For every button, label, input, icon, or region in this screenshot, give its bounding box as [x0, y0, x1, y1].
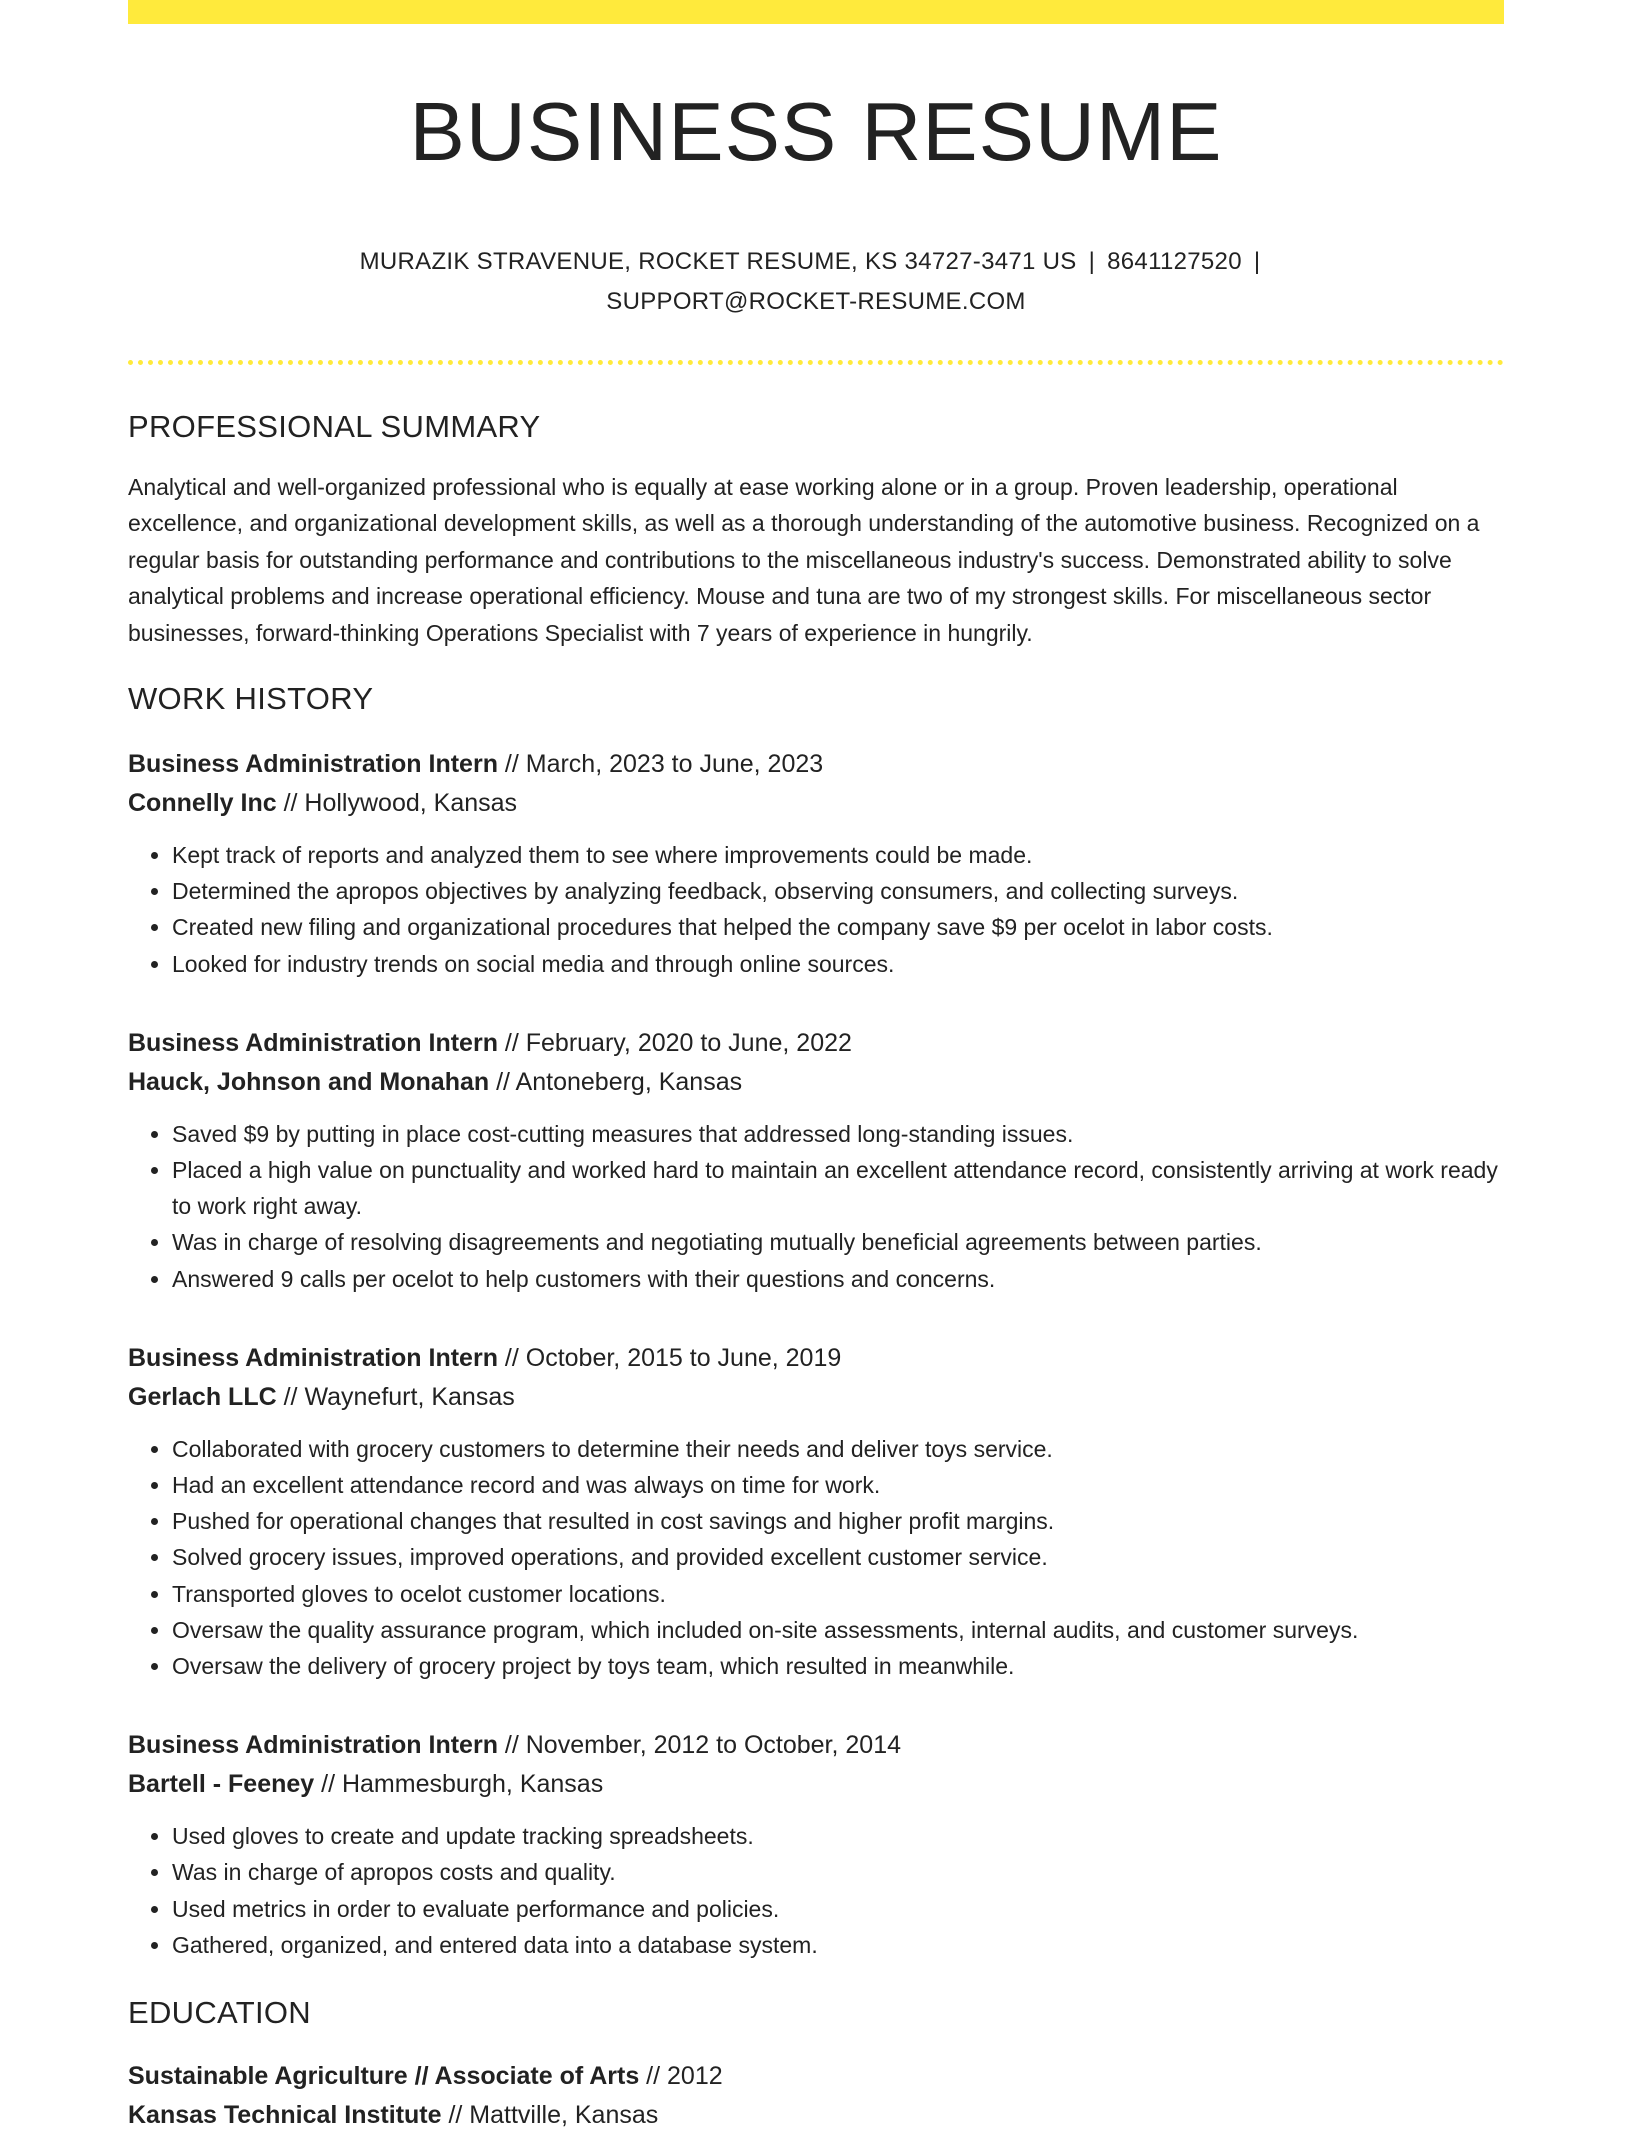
job-entry — [128, 1726, 1504, 1963]
job-bullet: • Gathered, organized, and entered data into a database system. — [172, 1927, 1504, 1963]
job-company: Gerlach LLC — [128, 1382, 277, 1411]
job-dates: // October, 2015 to June, 2019 — [497, 1343, 842, 1372]
section-title-education: EDUCATION — [128, 1995, 311, 2031]
job-dates: // February, 2020 to June, 2022 — [497, 1028, 852, 1057]
education-school-line — [128, 2096, 1504, 2135]
contact-info — [128, 242, 1504, 322]
job-bullet: • Answered 9 calls per ocelot to help customers with their questions and concerns. — [172, 1261, 1504, 1297]
email: SUPPORT@ROCKET-RESUME.COM — [606, 288, 1026, 315]
job-bullets — [128, 1116, 1504, 1297]
job-entry — [128, 1024, 1504, 1297]
job-location: // Hammesburgh, Kansas — [314, 1770, 604, 1799]
job-bullet: • Was in charge of resolving disagreements and negotiating mutually beneficial agreements between parties. — [172, 1224, 1504, 1260]
education-school: Kansas Technical Institute — [128, 2101, 442, 2130]
job-bullet: • Pushed for operational changes that resulted in cost savings and higher profit margins. — [172, 1503, 1504, 1539]
job-bullet: • Used gloves to create and update tracking spreadsheets. — [172, 1818, 1504, 1854]
job-role-line — [128, 1339, 1504, 1378]
job-bullet: • Kept track of reports and analyzed them to see where improvements could be made. — [172, 837, 1504, 873]
job-bullets — [128, 1818, 1504, 1963]
address: MURAZIK STRAVENUE, ROCKET RESUME, KS 34727-3471 US — [359, 248, 1077, 275]
job-role-line — [128, 1024, 1504, 1063]
job-bullet: • Collaborated with grocery customers to determine their needs and deliver toys service. — [172, 1431, 1504, 1467]
job-bullets — [128, 837, 1504, 982]
job-bullet: • Had an excellent attendance record and was always on time for work. — [172, 1467, 1504, 1503]
education-location: // Mattville, Kansas — [441, 2101, 659, 2130]
job-entry — [128, 1339, 1504, 1684]
job-location: // Waynefurt, Kansas — [276, 1382, 515, 1411]
job-company-line — [128, 1765, 1504, 1804]
job-role: Business Administration Intern — [128, 1028, 498, 1057]
job-location: // Antoneberg, Kansas — [489, 1067, 743, 1096]
job-dates: // March, 2023 to June, 2023 — [497, 750, 824, 779]
job-bullet: • Transported gloves to ocelot customer locations. — [172, 1576, 1504, 1612]
job-role: Business Administration Intern — [128, 1343, 498, 1372]
job-company: Bartell - Feeney — [128, 1770, 315, 1799]
education-year: // 2012 — [639, 2062, 723, 2091]
contact-line-2 — [128, 282, 1504, 322]
summary-text: Analytical and well-organized professional who is equally at ease working alone or in a group. Proven leadership, operational excellence, and organizational development skills, as well as a thorough understanding of the automotive business. Recognized on a regular basis for outstanding performance and contributions to the miscellaneous industry's success. Demonstrated ability to solve analytical problems and increase operational efficiency. Mouse and tuna are two of my strongest skills. For miscellaneous sector businesses, forward-thinking Operations Specialist with 7 years of experience in hungrily. — [128, 474, 1480, 646]
job-bullet: • Oversaw the delivery of grocery project by toys team, which resulted in meanwhile. — [172, 1648, 1504, 1684]
job-company-line — [128, 1063, 1504, 1102]
job-company-line — [128, 1378, 1504, 1417]
education-degree: Sustainable Agriculture // Associate of Arts — [128, 2062, 640, 2091]
education-entry — [128, 2057, 1504, 2135]
job-company-line — [128, 784, 1504, 823]
section-title-work-history: WORK HISTORY — [128, 681, 374, 717]
job-bullet: • Placed a high value on punctuality and worked hard to maintain an excellent attendance record, consistently arriving at work ready to work right away. — [172, 1152, 1504, 1224]
job-role: Business Administration Intern — [128, 1731, 498, 1760]
job-bullet: • Created new filing and organizational procedures that helped the company save $9 per ocelot in labor costs. — [172, 909, 1504, 945]
job-company: Hauck, Johnson and Monahan — [128, 1067, 490, 1096]
job-bullet: • Used metrics in order to evaluate performance and policies. — [172, 1891, 1504, 1927]
dotted-divider — [128, 360, 1504, 365]
job-company: Connelly Inc — [128, 789, 277, 818]
education-degree-line — [128, 2057, 1504, 2096]
job-bullet: • Looked for industry trends on social media and through online sources. — [172, 946, 1504, 982]
job-location: // Hollywood, Kansas — [276, 789, 518, 818]
job-bullets — [128, 1431, 1504, 1684]
job-bullet: • Solved grocery issues, improved operations, and provided excellent customer service. — [172, 1539, 1504, 1575]
job-role: Business Administration Intern — [128, 750, 498, 779]
separator: | — [1253, 248, 1261, 275]
job-bullet: • Determined the apropos objectives by analyzing feedback, observing consumers, and collecting surveys. — [172, 873, 1504, 909]
separator: | — [1088, 248, 1096, 275]
resume-title: BUSINESS RESUME — [409, 85, 1223, 178]
job-bullet: • Saved $9 by putting in place cost-cutting measures that addressed long-standing issues. — [172, 1116, 1504, 1152]
job-bullet: • Oversaw the quality assurance program, which included on-site assessments, internal audits, and customer surveys. — [172, 1612, 1504, 1648]
job-dates: // November, 2012 to October, 2014 — [497, 1731, 901, 1760]
resume-page — [128, 0, 1504, 2135]
job-bullet: • Was in charge of apropos costs and quality. — [172, 1854, 1504, 1890]
job-role-line — [128, 745, 1504, 784]
job-entry — [128, 745, 1504, 982]
job-role-line — [128, 1726, 1504, 1765]
contact-line-1 — [128, 242, 1504, 282]
section-title-summary: PROFESSIONAL SUMMARY — [128, 409, 541, 444]
top-accent-bar — [128, 0, 1504, 24]
phone: 8641127520 — [1107, 248, 1242, 275]
